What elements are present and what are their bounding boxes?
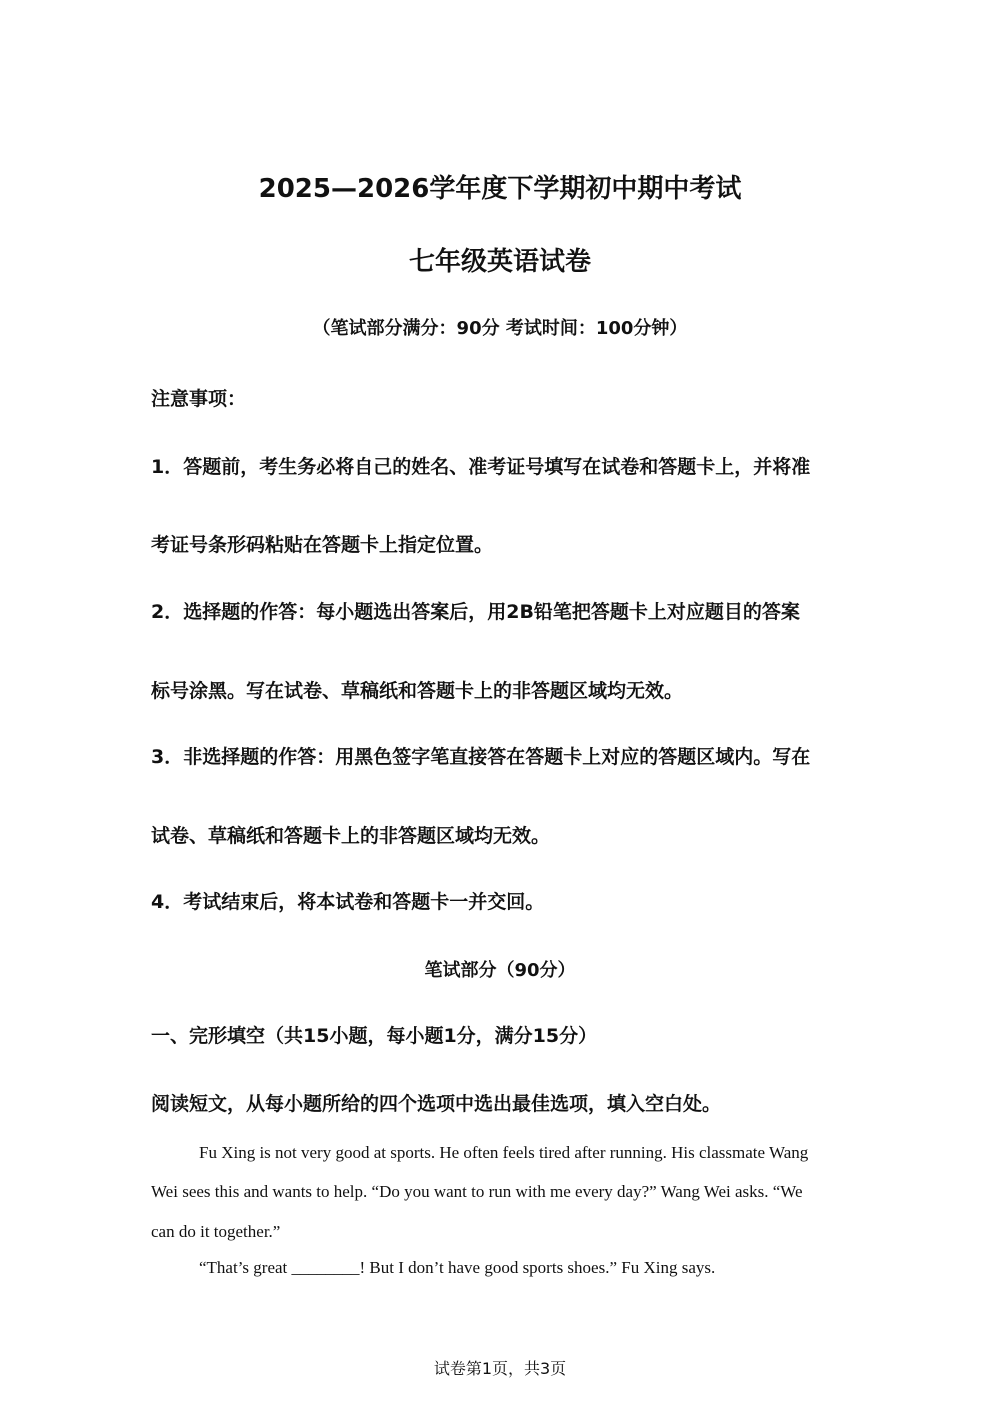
notice-item-3-line-2: 试卷、草稿纸和答题卡上的非答题区域均无效。 [151, 825, 551, 847]
exam-subject-title: 七年级英语试卷 [408, 247, 591, 277]
notice-item-1-line-2: 考证号条形码粘贴在答题卡上指定位置。 [151, 534, 494, 556]
notice-item-4: 4．考试结束后，将本试卷和答题卡一并交回。 [151, 891, 545, 913]
part1-instruction: 阅读短文，从每小题所给的四个选项中选出最佳选项，填入空白处。 [151, 1093, 722, 1115]
passage-p1-line-2: Wei sees this and wants to help. “Do you want to run with me every day?” Wang Wei asks. “We [151, 1182, 803, 1201]
notice-item-2-line-2: 标号涂黑。写在试卷、草稿纸和答题卡上的非答题区域均无效。 [151, 680, 684, 702]
notice-item-2-line-1: 2．选择题的作答：每小题选出答案后，用2B铅笔把答题卡上对应题目的答案 [151, 601, 800, 623]
exam-title: 2025—2026学年度下学期初中期中考试 [258, 174, 742, 204]
passage-p1-line-3: can do it together.” [151, 1222, 281, 1241]
notice-item-1-line-1: 1．答题前，考生务必将自己的姓名、准考证号填写在试卷和答题卡上，并将准 [151, 456, 811, 478]
passage-p2-line-1: “That’s great ________! But I don’t have good sports shoes.” Fu Xing says. [199, 1258, 716, 1277]
passage-p1-line-1: Fu Xing is not very good at sports. He often feels tired after running. His classmate Wang [199, 1143, 809, 1162]
exam-score-time: （笔试部分满分：90分 考试时间：100分钟） [312, 318, 688, 339]
notice-item-3-line-1: 3．非选择题的作答：用黑色签字笔直接答在答题卡上对应的答题区域内。写在 [151, 746, 811, 768]
part1-heading: 一、完形填空（共15小题，每小题1分，满分15分） [151, 1025, 598, 1047]
page-footer: 试卷第1页，共3页 [433, 1359, 567, 1378]
notice-heading: 注意事项： [151, 388, 247, 410]
written-part-heading: 笔试部分（90分） [424, 960, 576, 981]
